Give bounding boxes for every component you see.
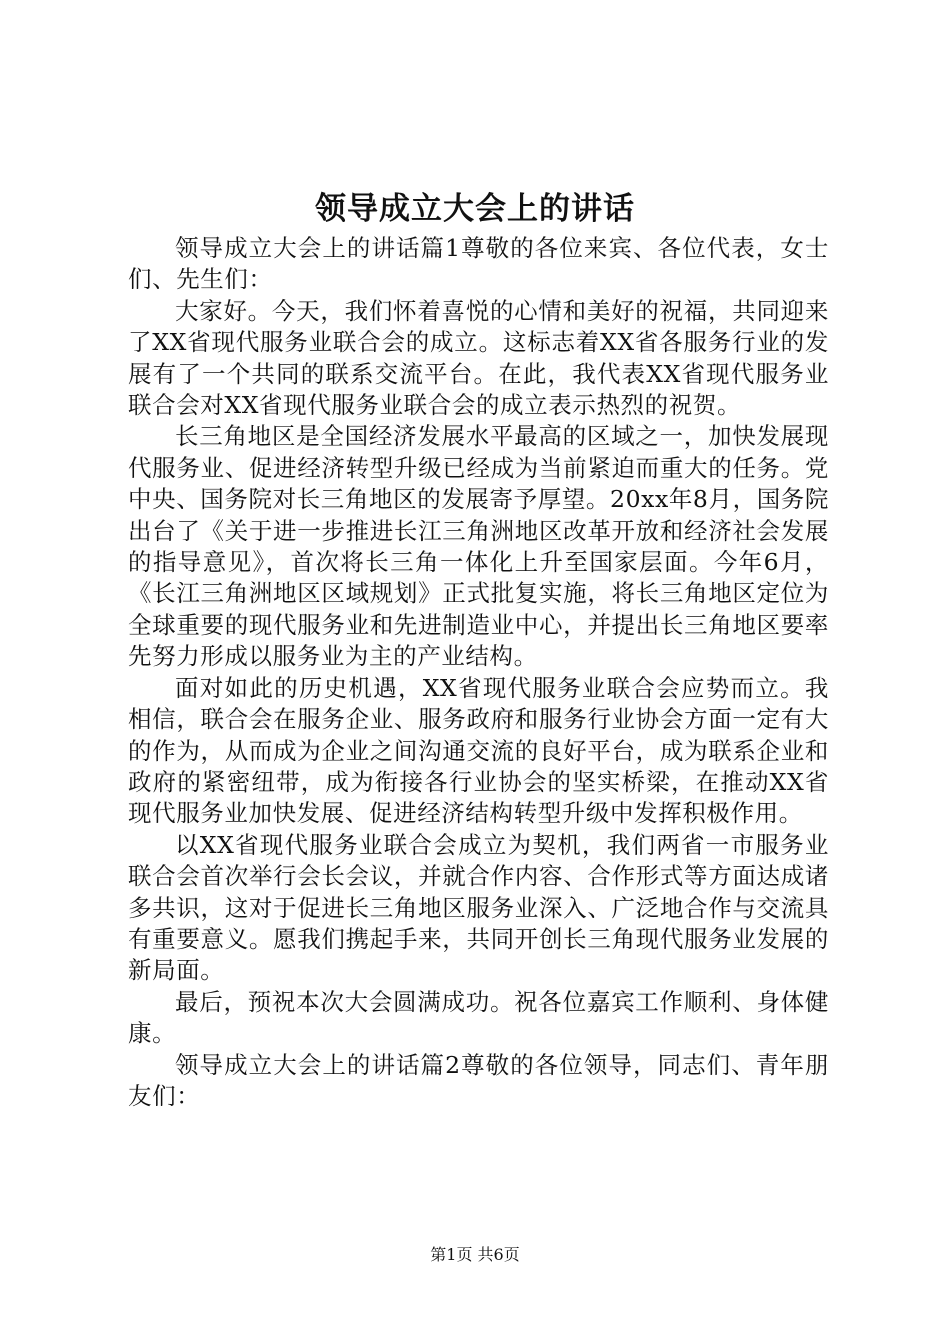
- paragraph: 领导成立大会上的讲话篇1尊敬的各位来宾、各位代表，女士们、先生们：: [128, 234, 829, 294]
- page-number-footer: 第1页 共6页: [430, 1245, 520, 1264]
- document-title: 领导成立大会上的讲话: [315, 191, 635, 227]
- paragraph: 最后，预祝本次大会圆满成功。祝各位嘉宾工作顺利、身体健康。: [128, 987, 829, 1048]
- document-body: [128, 233, 829, 1112]
- paragraph: 面对如此的历史机遇，XX省现代服务业联合会应势而立。我相信，联合会在服务企业、服务政府和服务行业协会方面一定有大的作为，从而成为企业之间沟通交流的良好平台，成为联系企业和政府的紧密纽带，成为衔接各行业协会的坚实桥梁，在推动XX省现代服务业加快发展、促进经济结构转型升级中发挥积极作用。: [128, 673, 829, 828]
- paragraph: 领导成立大会上的讲话篇2尊敬的各位领导，同志们、青年朋友们：: [128, 1050, 829, 1110]
- paragraph: 长三角地区是全国经济发展水平最高的区域之一，加快发展现代服务业、促进经济转型升级已经成为当前紧迫而重大的任务。党中央、国务院对长三角地区的发展寄予厚望。20xx年8月，国务院出台了《关于进一步推进长江三角洲地区改革开放和经济社会发展的指导意见》，首次将长三角一体化上升至国家层面。今年6月，《长江三角洲地区区域规划》正式批复实施，将长三角地区定位为全球重要的现代服务业和先进制造业中心，并提出长三角地区要率先努力形成以服务业为主的产业结构。: [128, 422, 829, 671]
- paragraph: 以XX省现代服务业联合会成立为契机，我们两省一市服务业联合会首次举行会长会议，并就合作内容、合作形式等方面达成诸多共识，这对于促进长三角地区服务业深入、广泛地合作与交流具有重要意义。愿我们携起手来，共同开创长三角现代服务业发展的新局面。: [128, 830, 829, 985]
- paragraph: 大家好。今天，我们怀着喜悦的心情和美好的祝福，共同迎来了XX省现代服务业联合会的成立。这标志着XX省各服务行业的发展有了一个共同的联系交流平台。在此，我代表XX省现代服务业联合会对XX省现代服务业联合会的成立表示热烈的祝贺。: [128, 296, 829, 420]
